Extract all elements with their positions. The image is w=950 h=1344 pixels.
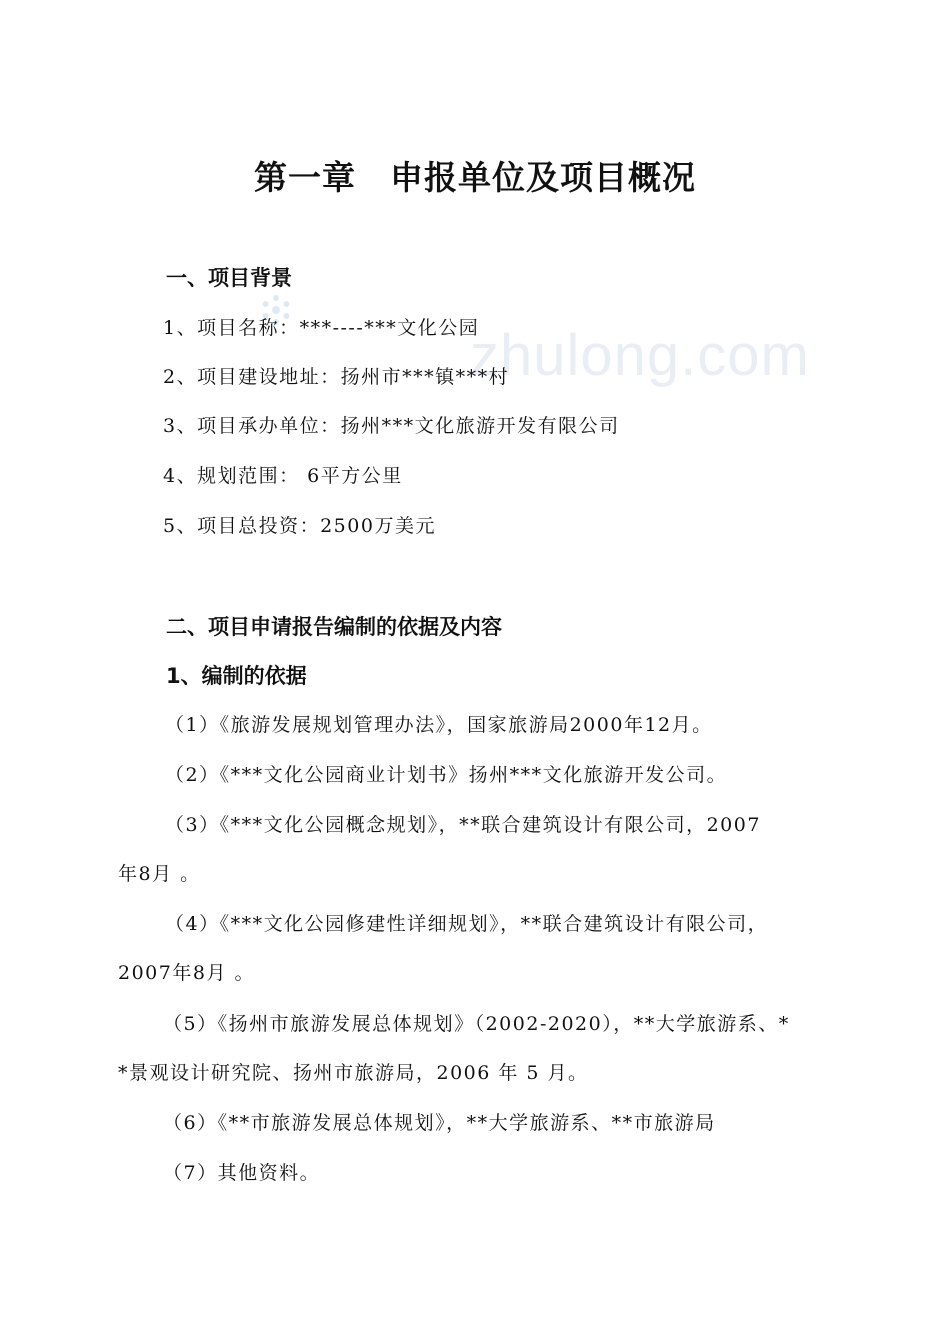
project-address-line: 2、项目建设地址：扬州市***镇***村 [163,366,510,388]
reference-item: （6）《**市旅游发展总体规划》，**大学旅游系、**市旅游局 [163,1112,716,1134]
sub-heading-basis: 1、编制的依据 [166,664,307,688]
reference-item: （7）其他资料。 [163,1162,321,1184]
reference-item: （5）《扬州市旅游发展总体规划》（2002-2020），**大学旅游系、* [163,1013,790,1035]
total-investment-line: 5、项目总投资：2500万美元 [163,515,436,537]
section-heading-basis-content: 二、项目申请报告编制的依据及内容 [166,615,502,639]
reference-item: （3）《***文化公园概念规划》，**联合建筑设计有限公司，2007 [165,814,761,836]
chapter-title: 第一章 申报单位及项目概况 [254,158,696,197]
planning-scope-line: 4、规划范围： 6平方公里 [163,465,403,487]
reference-item-continuation: 2007年8月 。 [118,962,255,984]
reference-item-continuation: *景观设计研究院、扬州市旅游局，2006 年 5 月。 [118,1062,589,1084]
watermark-text: zhulong.com [470,323,810,388]
project-organizer-line: 3、项目承办单位：扬州***文化旅游开发有限公司 [163,415,620,437]
reference-item: （2）《***文化公园商业计划书》扬州***文化旅游开发公司。 [165,764,728,786]
reference-item: （1）《旅游发展规划管理办法》，国家旅游局2000年12月。 [165,714,713,736]
project-name-line: 1、项目名称：***----***文化公园 [163,317,480,339]
section-heading-background: 一、项目背景 [166,266,292,290]
reference-item: （4）《***文化公园修建性详细规划》，**联合建筑设计有限公司， [165,913,769,935]
reference-item-continuation: 年8月 。 [118,863,201,885]
